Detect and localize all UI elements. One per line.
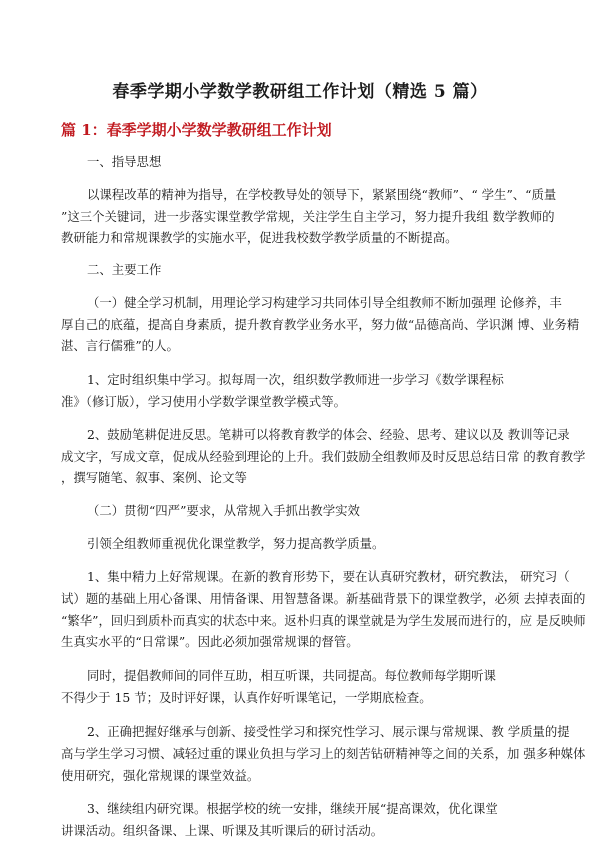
paragraph-line: 3、继续组内研究课。根据学校的统一安排，继续开展“提高课效，优化课堂 (87, 801, 498, 816)
section-title: 篇 1：春季学期小学数学教研组工作计划 (61, 121, 332, 139)
paragraph-line: 湛、言行儒雅”的人。 (61, 338, 179, 353)
paragraph-line: 厚自己的底蕴，提高自身素质，提升教育教学业务水平，努力做“品德高尚、学识渊 博、业务精 (61, 317, 580, 332)
paragraph-line: 使用研究，强化常规课的课堂效益。 (61, 768, 260, 783)
subheading-four-strict: （二）贯彻“四严”要求，从常规入手抓出教学实效 (87, 503, 360, 518)
paragraph-line: 成文字，写成文章，促成从经验到理论的上升。我们鼓励全组教师及时反思总结日常 的教育教学 (61, 449, 586, 464)
paragraph-line: 不得少于 15 节；及时评好课，认真作好听课笔记，一学期底检查。 (61, 690, 432, 705)
paragraph-line: 同时，提倡教师间的同伴互助，相互听课，共同提高。每位教师每学期听课 (87, 668, 496, 683)
paragraph-line: 讲课活动。组织备课、上课、听课及其听课后的研讨活动。 (61, 823, 384, 838)
heading-main-work: 二、主要工作 (87, 262, 162, 277)
paragraph-line: 准》（修订版），学习使用小学数学课堂教学模式等。 (61, 394, 346, 409)
paragraph-line: （一）健全学习机制，用理论学习构建学习共同体引导全组教师不断加强理 论修养，丰 (87, 295, 562, 310)
document-title: 春季学期小学数学教研组工作计划（精选 5 篇） (112, 82, 488, 102)
paragraph-line: 引领全组教师重视优化课堂教学，努力提高教学质量。 (87, 536, 385, 551)
paragraph-line: 1、定时组织集中学习。拟每周一次，组织数学教师进一步学习《数学课程标 (87, 372, 504, 387)
paragraph-line: ”这三个关键词，进一步落实课堂教学常规，关注学生自主学习，努力提升我组 数学教师的 (61, 209, 555, 224)
paragraph-line: “繁华”，回归到质朴而真实的状态中来。返朴归真的课堂就是为学生发展而进行的，应 是反映师 (61, 613, 586, 628)
paragraph-line: 生真实水平的“日常课”。因此必须加强常规课的督管。 (61, 634, 359, 649)
paragraph-line: 1、集中精力上好常规课。在新的教育形势下，要在认真研究教材，研究教法， 研究习（ (87, 569, 570, 584)
paragraph-line: 以课程改革的精神为指导，在学校教导处的领导下，紧紧围绕“教师”、“ 学生”、“质量 (87, 187, 557, 202)
paragraph-line: ，撰写随笔、叙事、案例、论文等 (61, 470, 247, 485)
paragraph-line: 高与学生学习习惯、减轻过重的课业负担与学习上的刻苦钻研精神等之间的关系，加 强多种媒体 (61, 746, 586, 761)
paragraph-line: 教研能力和常规课教学的实施水平，促进我校数学教学质量的不断提高。 (61, 230, 458, 245)
heading-guiding-ideology: 一、指导思想 (87, 154, 162, 169)
paragraph-line: 2、正确把握好继承与创新、接受性学习和探究性学习、展示课与常规课、教 学质量的提 (87, 724, 570, 739)
paragraph-line: 2、鼓励笔耕促进反思。笔耕可以将教育教学的体会、经验、思考、建议以及 教训等记录 (87, 427, 570, 442)
paragraph-line: 试）题的基础上用心备课、用情备课、用智慧备课。新基础背景下的课堂教学，必须 去掉表面的 (61, 591, 586, 606)
